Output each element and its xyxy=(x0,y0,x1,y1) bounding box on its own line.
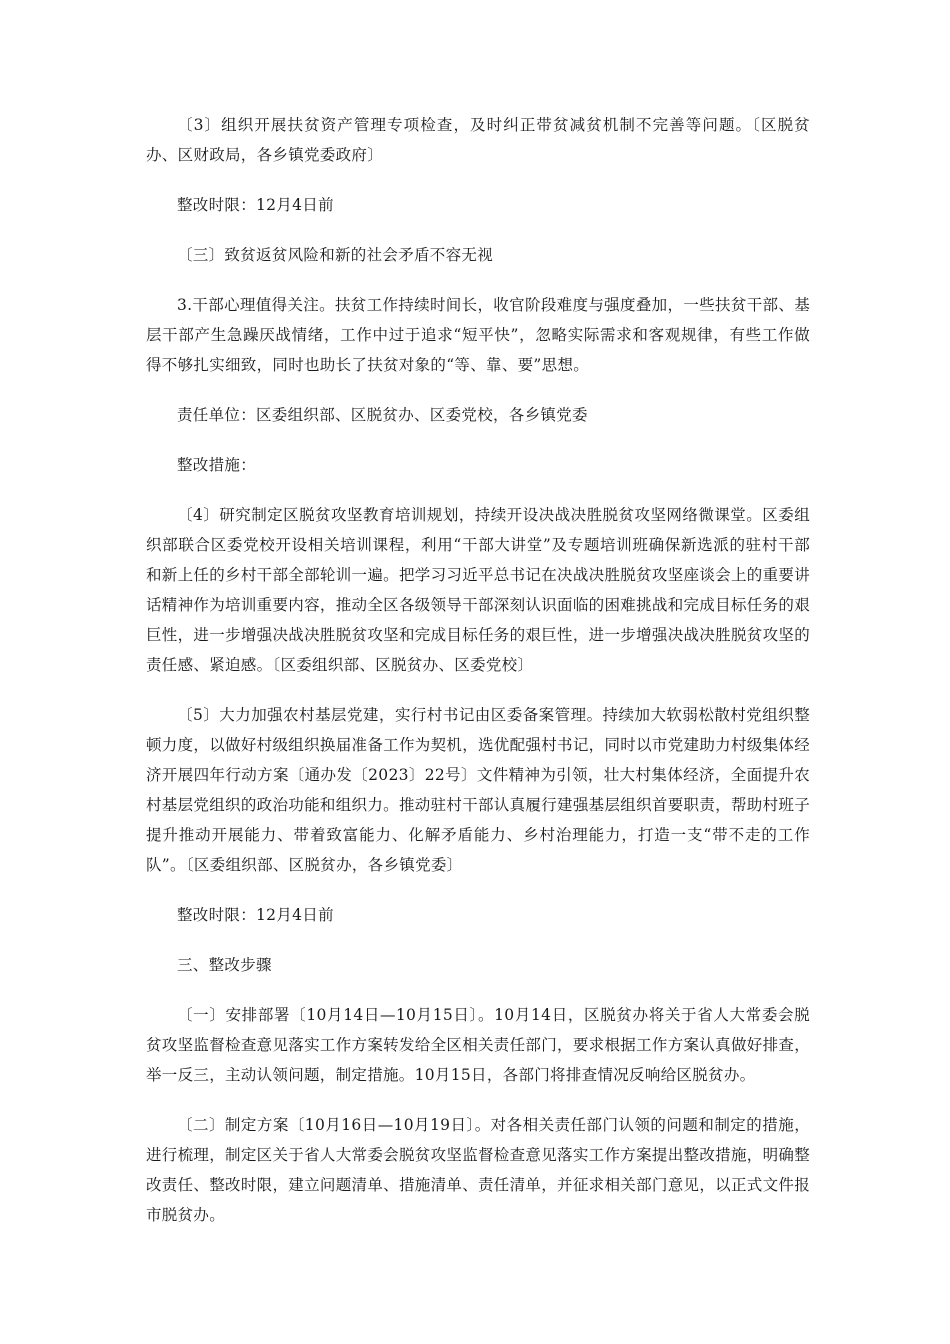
paragraph-item-5-party-building: 〔5〕大力加强农村基层党建，实行村书记由区委备案管理。持续加大软弱松散村党组织整顿力度，以做好村级组织换届准备工作为契机，选优配强村书记，同时以市党建助力村级集体经济开展四年行动方案〔通办发〔2023〕22号〕文件精神为引领，壮大村集体经济，全面提升农村基层党组织的政治功能和组织力。推动驻村干部认真履行建强基层组织首要职责，帮助村班子提升推动开展能力、带着致富能力、化解矛盾能力、乡村治理能力，打造一支“带不走的工作队”。〔区委组织部、区脱贫办，各乡镇党委〕 xyxy=(146,706,810,874)
paragraph-step-2-plan: 〔二〕制定方案〔10月16日—10月19日〕。对各相关责任部门认领的问题和制定的措施，进行梳理，制定区关于省人大常委会脱贫攻坚监督检查意见落实工作方案提出整改措施，明确整改责任、整改时限，建立问题清单、措施清单、责任清单，并征求相关部门意见，以正式文件报市脱贫办。 xyxy=(146,1116,810,1224)
paragraph-section-heading-3: 〔三〕致贫返贫风险和新的社会矛盾不容无视 xyxy=(177,246,494,264)
paragraph-deadline-2: 整改时限：12月4日前 xyxy=(177,906,334,924)
paragraph-step-1-deployment: 〔一〕安排部署〔10月14日—10月15日〕。10月14日，区脱贫办将关于省人大常委会脱贫攻坚监督检查意见落实工作方案转发给全区相关责任部门，要求根据工作方案认真做好排查，举一反三，主动认领问题，制定措施。10月15日，各部门将排查情况反响给区脱贫办。 xyxy=(146,1006,810,1084)
paragraph-section-steps-heading: 三、整改步骤 xyxy=(177,956,272,974)
document-body xyxy=(146,110,810,1230)
paragraph-deadline-1: 整改时限：12月4日前 xyxy=(177,196,334,214)
paragraph-item-4-training: 〔4〕研究制定区脱贫攻坚教育培训规划，持续开设决战决胜脱贫攻坚网络微课堂。区委组织部联合区委党校开设相关培训课程，利用“干部大讲堂”及专题培训班确保新选派的驻村干部和新上任的乡村干部全部轮训一遍。把学习习近平总书记在决战决胜脱贫攻坚座谈会上的重要讲话精神作为培训重要内容，推动全区各级领导干部深刻认识面临的困难挑战和完成目标任务的艰巨性，进一步增强决战决胜脱贫攻坚和完成目标任务的艰巨性，进一步增强决战决胜脱贫攻坚的责任感、紧迫感。〔区委组织部、区脱贫办、区委党校〕 xyxy=(146,506,810,674)
paragraph-cadre-psychology: 3.干部心理值得关注。扶贫工作持续时间长，收官阶段难度与强度叠加，一些扶贫干部、基层干部产生急躁厌战情绪，工作中过于追求“短平快”，忽略实际需求和客观规律，有些工作做得不够扎实细致，同时也助长了扶贫对象的“等、靠、要”思想。 xyxy=(146,296,810,374)
paragraph-responsible-units: 责任单位：区委组织部、区脱贫办、区委党校，各乡镇党委 xyxy=(177,406,588,424)
paragraph-measures-label: 整改措施： xyxy=(177,456,257,474)
paragraph-item-3-inspection: 〔3〕组织开展扶贫资产管理专项检查，及时纠正带贫减贫机制不完善等问题。〔区脱贫办、区财政局，各乡镇党委政府〕 xyxy=(146,116,810,164)
